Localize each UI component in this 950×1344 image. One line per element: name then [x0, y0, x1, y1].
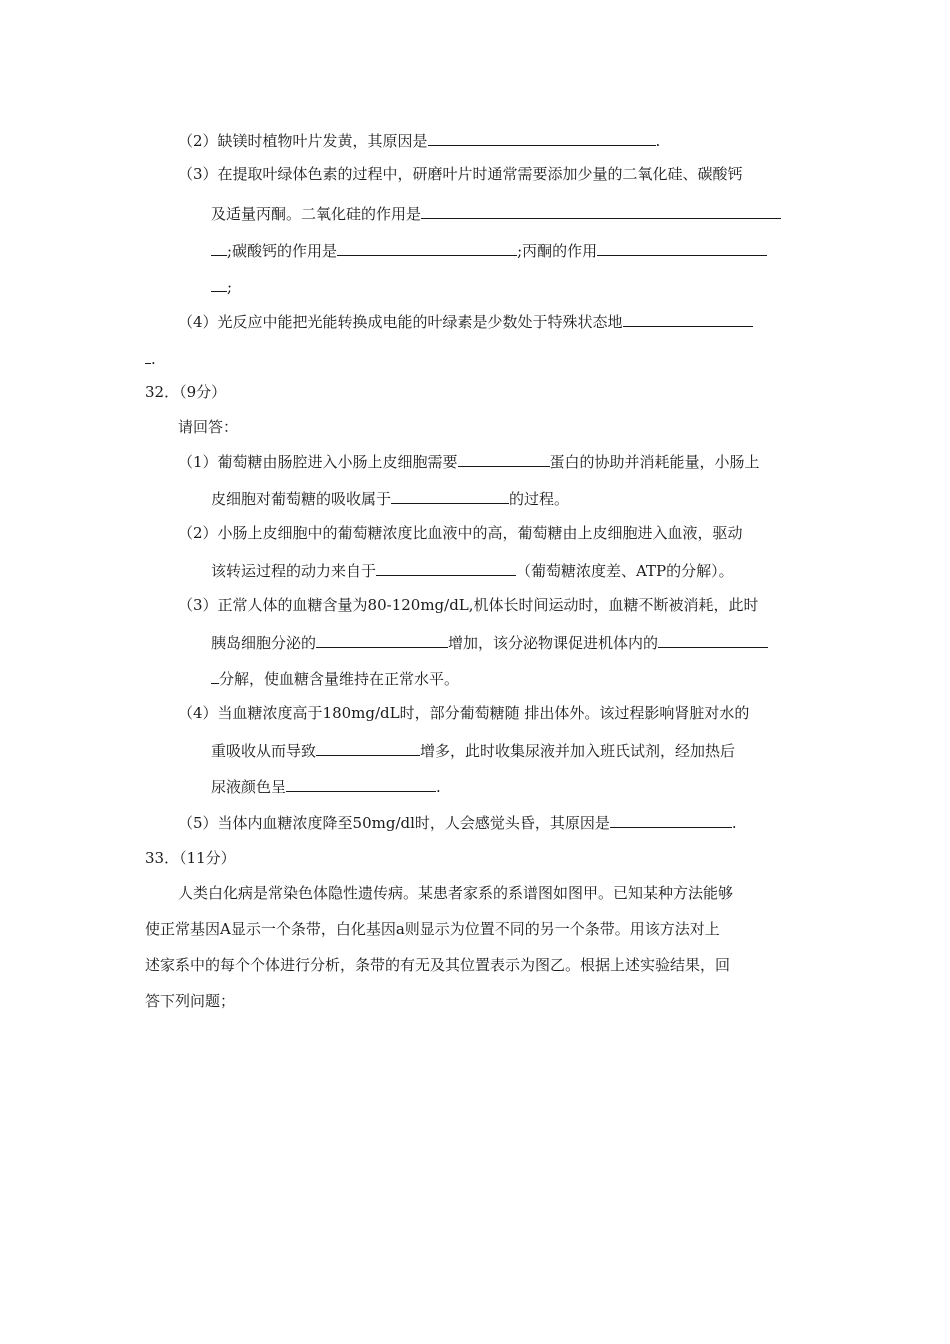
answer-blank-silica-cont[interactable] [211, 240, 227, 256]
q32-part1-text-c: 皮细胞对葡萄糖的吸收属于 [211, 490, 392, 508]
answer-blank-chlorophyll[interactable] [623, 311, 753, 327]
q32-part1-text-a: （1）葡萄糖由肠腔进入小肠上皮细胞需要 [178, 453, 458, 471]
q31-part3-end: ; [227, 278, 233, 296]
q32-part3-line2 [211, 632, 768, 652]
q31-part3-text: （3）在提取叶绿体色素的过程中，研磨叶片时通常需要添加少量的二氧化硅、碳酸钙 [178, 165, 743, 183]
q31-part4-end: . [151, 350, 156, 368]
q33-text-4: 答下列问题； [145, 992, 236, 1010]
q32-part5-end: . [731, 814, 737, 832]
q31-part3-line3 [211, 240, 767, 260]
answer-blank-color[interactable] [286, 776, 436, 792]
q32-part3-text: （3）正常人体的血糖含量为80-120mg/dL,机体长时间运动时，血糖不断被消耗，此时 [178, 596, 759, 614]
q31-part4 [178, 311, 753, 331]
answer-blank-substance-cont[interactable] [211, 668, 219, 684]
q32-part4-end: . [436, 778, 441, 796]
q32-part2-text-a: 该转运过程的动力来自于 [211, 562, 377, 580]
q31-part3-silica-prompt: 及适量丙酮。二氧化硅的作用是 [211, 205, 422, 223]
q32-part5-text: （5）当体内血糖浓度降至50mg/dl时，人会感觉头昏，其原因是 [178, 814, 610, 832]
q33-line3 [145, 955, 730, 975]
q32-part4-line1 [178, 703, 749, 723]
q32-part4-text-c: 尿液颜色呈 [211, 778, 287, 796]
q33-line4 [145, 991, 235, 1011]
q32-part4-text: （4）当血糖浓度高于180mg/dL时，部分葡萄糖随 排出体外。该过程影响肾脏对水的 [178, 704, 750, 722]
q31-part4-text: （4）光反应中能把光能转换成电能的叶绿素是少数处于特殊状态地 [178, 313, 623, 331]
q32-part1-text-b: 蛋白的协助并消耗能量，小肠上 [549, 453, 760, 471]
answer-blank-absorption[interactable] [391, 488, 509, 504]
q32-part3-text-b: 增加，该分泌物课促进机体内的 [448, 634, 659, 652]
q32-intro-text: 请回答： [178, 418, 239, 436]
q32-part3-text-c: 分解，使血糖含量维持在正常水平。 [219, 670, 460, 688]
q31-part4-cont [145, 348, 156, 368]
q33-header [145, 848, 236, 868]
q33-text-2: 使正常基因A显示一个条带，白化基因a则显示为位置不同的另一个条带。用该方法对上 [145, 920, 720, 938]
q32-part1-line1 [178, 451, 760, 471]
q33-line1 [178, 883, 733, 903]
answer-blank-dizziness[interactable] [610, 812, 732, 828]
q31-part2 [178, 130, 660, 150]
answer-blank-caco3[interactable] [337, 240, 517, 256]
q32-part5 [178, 812, 737, 832]
q31-part2-text: （2）缺镁时植物叶片发黄，其原因是 [178, 132, 428, 150]
answer-blank-driving-force[interactable] [376, 560, 516, 576]
q32-part2-text-b: （葡萄糖浓度差、ATP的分解）。 [516, 562, 734, 580]
answer-blank-urine[interactable] [316, 740, 420, 756]
answer-blank-hormone[interactable] [316, 632, 448, 648]
q33-text-1: 人类白化病是常染色体隐性遗传病。某患者家系的系谱图如图甲。已知某种方法能够 [178, 884, 734, 902]
q32-part2-line1 [178, 523, 743, 543]
q32-header [145, 382, 226, 402]
q31-part3-line4 [211, 276, 232, 296]
q32-number: 32．（9分） [145, 383, 227, 401]
q32-part3-text-a: 胰岛细胞分泌的 [211, 634, 317, 652]
answer-blank-substance[interactable] [658, 632, 768, 648]
q31-part2-end: . [655, 132, 661, 150]
answer-blank-carrier[interactable] [458, 451, 550, 467]
answer-blank-acetone-cont[interactable] [211, 276, 227, 292]
q31-part3-line1 [178, 164, 743, 184]
q31-part3-caco3-prompt: ;碳酸钙的作用是 [227, 242, 338, 260]
q32-part3-line3 [211, 668, 459, 688]
q33-number: 33．（11分） [145, 849, 236, 867]
answer-blank-silica[interactable] [421, 203, 781, 219]
q32-intro [178, 417, 238, 437]
q32-part4-text-b: 增多，此时收集尿液并加入班氏试剂，经加热后 [420, 742, 736, 760]
q32-part2-line2 [211, 560, 734, 580]
answer-blank[interactable] [428, 130, 656, 146]
q32-part3-line1 [178, 595, 759, 615]
q32-part2-text: （2）小肠上皮细胞中的葡萄糖浓度比血液中的高，葡萄糖由上皮细胞进入血液，驱动 [178, 524, 743, 542]
q31-part3-acetone-prompt: ;丙酮的作用 [517, 242, 598, 260]
q32-part4-text-a: 重吸收从而导致 [211, 742, 317, 760]
q32-part4-line2 [211, 740, 735, 760]
answer-blank-acetone[interactable] [597, 240, 767, 256]
q32-part1-line2 [211, 488, 569, 508]
q33-line2 [145, 919, 720, 939]
q33-text-3: 述家系中的每个个体进行分析，条带的有无及其位置表示为图乙。根据上述实验结果，回 [145, 956, 731, 974]
q31-part3-line2 [211, 203, 781, 223]
q32-part4-line3 [211, 776, 441, 796]
q32-part1-text-d: 的过程。 [509, 490, 570, 508]
